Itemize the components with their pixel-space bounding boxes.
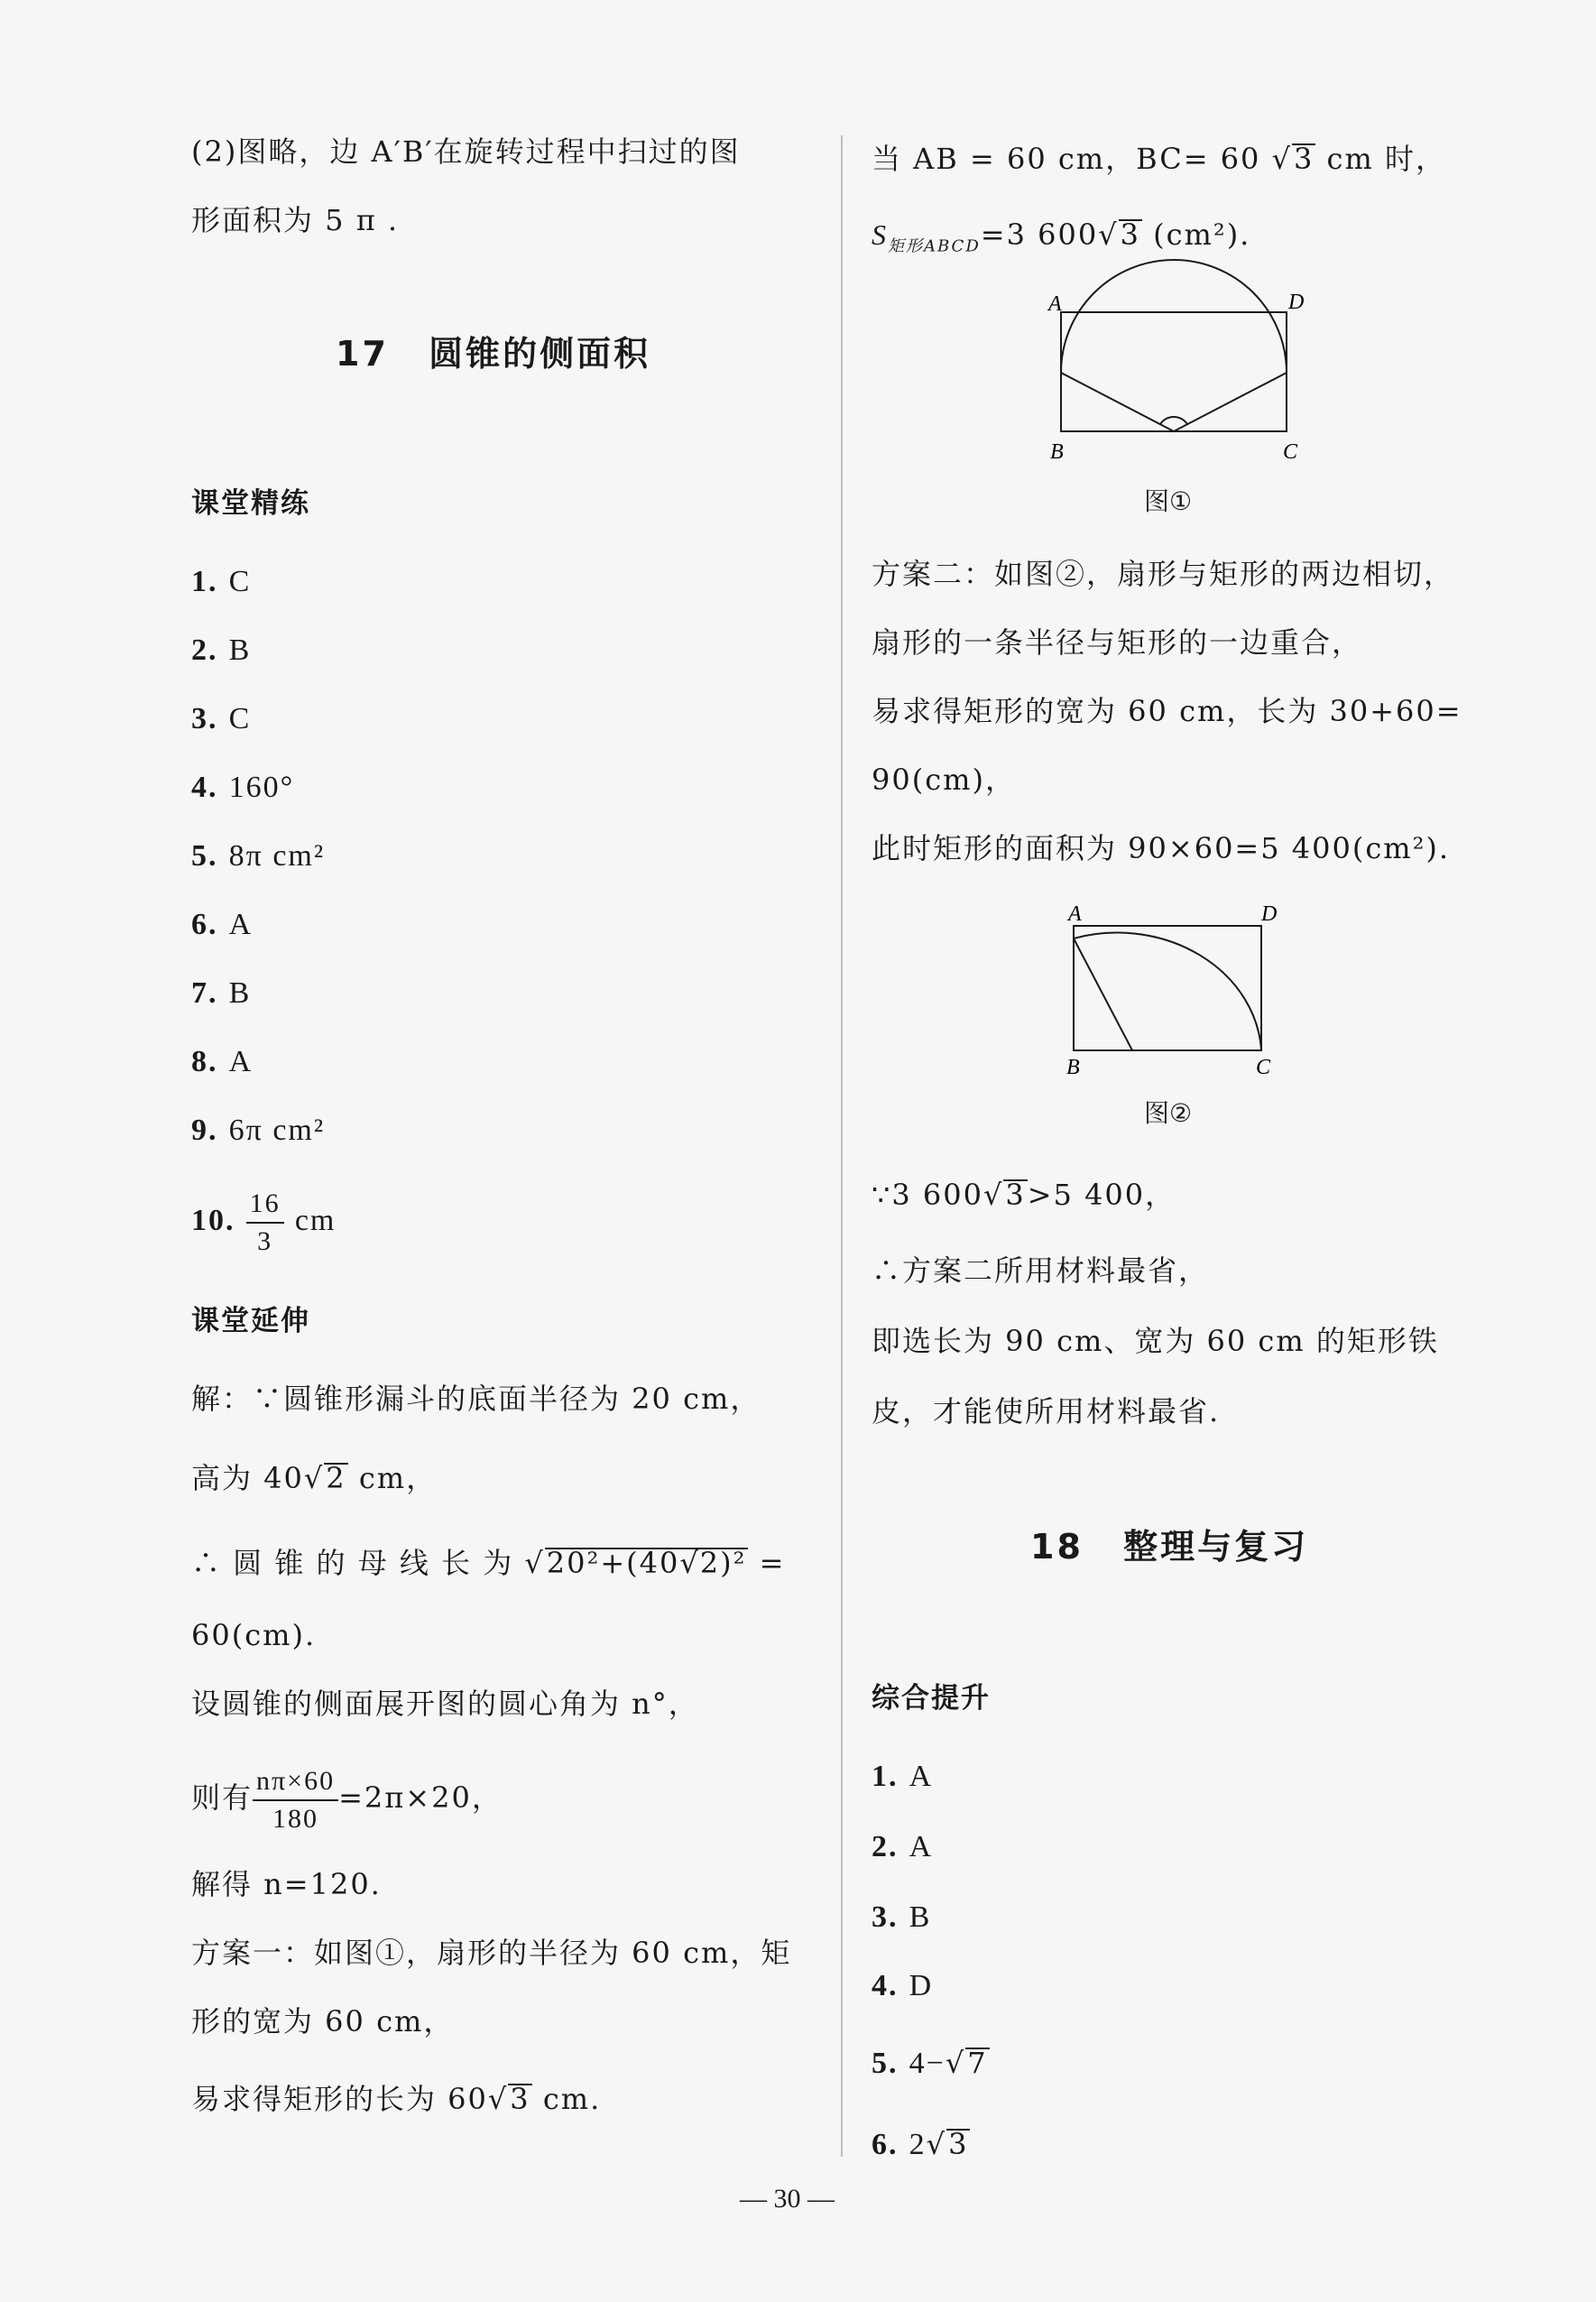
answer-item: 7. B <box>191 976 252 1010</box>
section-number: 18 <box>1030 1527 1084 1567</box>
text-line: 形的宽为 60 cm， <box>191 2004 455 2039</box>
answer-item: 2. A <box>872 1830 934 1863</box>
answer-item: 3. C <box>191 702 252 735</box>
fig2-label-d: D <box>1261 902 1278 926</box>
text-line: 易求得矩形的长为 60√3 cm. <box>191 2082 602 2116</box>
fig1-label-a: A <box>1048 292 1062 316</box>
section-title-text: 圆锥的侧面积 <box>429 334 651 374</box>
text-line: 方案一：如图①，扇形的半径为 60 cm，矩 <box>191 1936 792 1970</box>
text-line: 扇形的一条半径与矩形的一边重合， <box>872 625 1363 660</box>
text-line: 60(cm). <box>191 1618 317 1652</box>
text-line: ∵3 600√3>5 400， <box>872 1178 1176 1212</box>
section-number: 17 <box>336 334 389 374</box>
fig1-label-c: C <box>1283 440 1298 464</box>
text-line: 高为 40√2 cm， <box>191 1461 438 1495</box>
text-line: (2)图略，边 A′B′在旋转过程中扫过的图 <box>191 134 741 169</box>
figure-1-diagram <box>1038 287 1305 467</box>
text-line: ∴方案二所用材料最省， <box>872 1253 1210 1288</box>
answer-item: 10. $\frac{16}{3}$ cm <box>191 1182 336 1260</box>
fig1-label-d: D <box>1288 291 1305 314</box>
text-line: 当 AB = 60 cm，BC= 60 √3 cm 时， <box>872 142 1446 176</box>
text-line: 解：∵圆锥形漏斗的底面半径为 20 cm， <box>191 1382 761 1416</box>
subsection-heading: 综合提升 <box>872 1682 991 1715</box>
text-line: 形面积为 5 π . <box>191 203 400 237</box>
section-title-text: 整理与复习 <box>1123 1527 1309 1567</box>
answer-item: 4. D <box>872 1969 934 2002</box>
fig1-label-b: B <box>1050 440 1064 464</box>
text-line: ∴ 圆 锥 的 母 线 长 为 √20²+(40√2)² = <box>191 1546 786 1580</box>
answer-item: 2. B <box>191 633 252 667</box>
text-line: 皮，才能使所用材料最省. <box>872 1394 1221 1428</box>
text-line: 即选长为 90 cm、宽为 60 cm 的矩形铁 <box>872 1324 1439 1358</box>
answer-item: 6. A <box>191 908 254 941</box>
subsection-heading: 课堂延伸 <box>191 1305 310 1337</box>
figure-2-caption: 图② <box>1144 1098 1193 1128</box>
answer-item: 4. 160° <box>191 771 295 804</box>
answer-item: 6. 2√3 <box>872 2127 969 2161</box>
text-line: 则有 $\frac{n\pi\times 60}{180}$ =2π×20， <box>191 1760 503 1837</box>
figure-2-diagram <box>1056 899 1290 1079</box>
answer-item: 8. A <box>191 1045 254 1078</box>
text-line: 90(cm)， <box>872 763 1016 797</box>
figure-1-caption: 图① <box>1144 486 1193 516</box>
text-line: 此时矩形的面积为 90×60=5 400(cm²). <box>872 831 1451 865</box>
answer-item: 1. C <box>191 565 252 598</box>
text-line: $S_{矩形ABCD}=3$ 600√3 (cm²). <box>872 217 1251 256</box>
text-line: 设圆锥的侧面展开图的圆心角为 n°， <box>191 1687 699 1721</box>
answer-item: 5. 4−√7 <box>872 2046 988 2080</box>
answer-item: 3. B <box>872 1900 932 1934</box>
fig2-label-b: B <box>1066 1056 1080 1079</box>
answer-item: 9. 6π cm² <box>191 1114 326 1147</box>
fig2-label-a: A <box>1068 902 1082 926</box>
section-title-17 <box>336 336 650 372</box>
fig2-label-c: C <box>1256 1056 1271 1079</box>
text-line: 解得 n=120. <box>191 1867 382 1901</box>
section-title-18 <box>1030 1529 1308 1565</box>
answer-item: 1. A <box>872 1760 934 1793</box>
column-divider <box>841 135 843 2157</box>
subsection-heading: 课堂精练 <box>191 487 310 520</box>
page-number: — 30 — <box>740 2184 835 2214</box>
answer-item: 5. 8π cm² <box>191 839 326 873</box>
text-line: 易求得矩形的宽为 60 cm，长为 30+60= <box>872 694 1462 728</box>
text-line: 方案二：如图②，扇形与矩形的两边相切， <box>872 557 1455 591</box>
